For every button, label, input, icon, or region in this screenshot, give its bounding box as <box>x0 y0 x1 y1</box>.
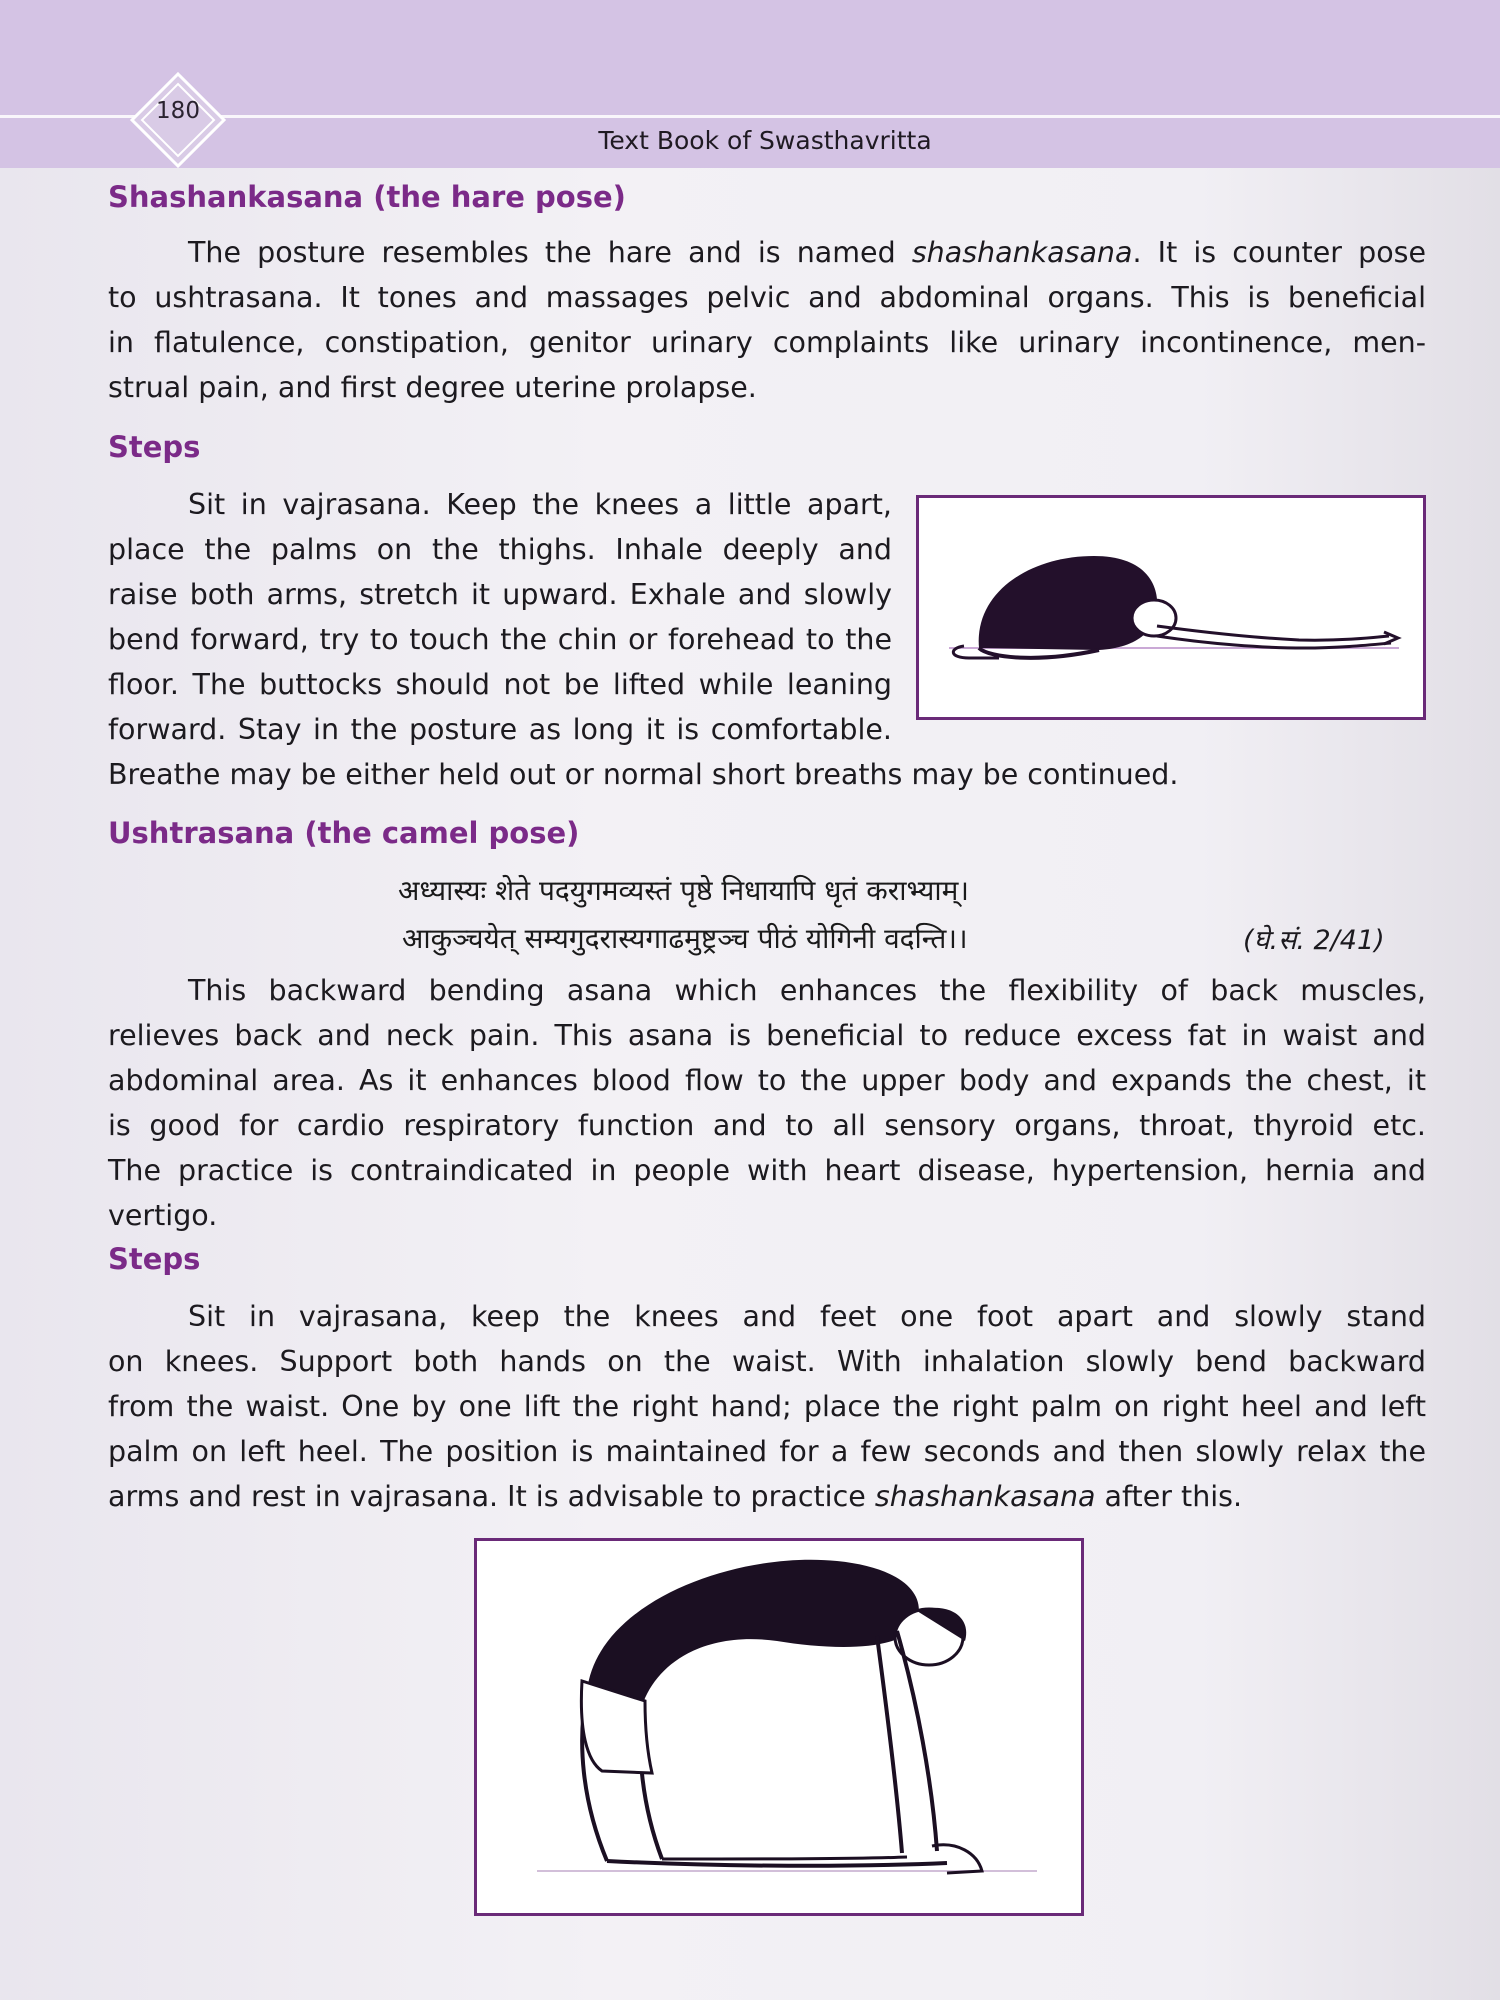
camel-pose-illustration-icon <box>477 1541 1081 1913</box>
camel-pose-figure <box>474 1538 1084 1916</box>
page-number: 180 <box>156 98 200 124</box>
running-title: Text Book of Swasthavritta <box>598 126 932 155</box>
steps-heading-shashankasana: Steps <box>108 430 201 464</box>
paragraph-line: is good for cardio respiratory function and to all sensory organs, throat, thyroid etc. <box>108 1109 1426 1142</box>
paragraph-line: The practice is contraindicated in people with heart disease, hypertension, hernia and <box>108 1154 1426 1187</box>
paragraph-line: arms and rest in vajrasana. It is advisable to practice shashankasana after this. <box>108 1480 1243 1513</box>
sanskrit-verse-line-1: अध्यास्यः शेते पदयुगमव्यस्तं पृष्ठे निधायापि धृतं कराभ्याम्। <box>398 874 969 907</box>
shashankasana-steps <box>108 482 892 752</box>
hare-pose-illustration-icon <box>919 498 1423 717</box>
shashankasana-steps-end <box>108 752 1426 797</box>
paragraph-line: vertigo. <box>108 1199 218 1232</box>
hare-pose-figure <box>916 495 1426 720</box>
paragraph-line: floor. The buttocks should not be lifted while leaning <box>108 668 892 701</box>
page-number-badge <box>128 70 228 170</box>
paragraph-line: forward. Stay in the posture as long it is comfortable. <box>108 713 892 746</box>
paragraph-line: from the waist. One by one lift the right hand; place the right palm on right heel and left <box>108 1390 1426 1423</box>
paragraph-line: Sit in vajrasana. Keep the knees a little apart, <box>188 488 892 521</box>
ushtrasana-intro <box>108 968 1426 1238</box>
steps-heading-ushtrasana: Steps <box>108 1242 201 1276</box>
ushtrasana-steps <box>108 1294 1426 1519</box>
verse-reference: (घे.सं. 2/41) <box>1243 925 1385 956</box>
paragraph-line: palm on left heel. The position is maintained for a few seconds and then slowly relax the <box>108 1435 1426 1468</box>
paragraph-line: relieves back and neck pain. This asana is beneficial to reduce excess fat in waist and <box>108 1019 1426 1052</box>
paragraph-line: The posture resembles the hare and is named shashankasana. It is counter pose <box>188 236 1427 269</box>
section-heading-shashankasana: Shashankasana (the hare pose) <box>108 180 626 214</box>
paragraph-line: bend forward, try to touch the chin or forehead to the <box>108 623 892 656</box>
paragraph-line: Sit in vajrasana, keep the knees and feet one foot apart and slowly stand <box>188 1300 1426 1333</box>
section-heading-ushtrasana: Ushtrasana (the camel pose) <box>108 816 580 850</box>
paragraph-line: place the palms on the thighs. Inhale deeply and <box>108 533 892 566</box>
paragraph-line: raise both arms, stretch it upward. Exhale and slowly <box>108 578 892 611</box>
sanskrit-verse-line-2: आकुञ्चयेत् सम्यगुदरास्यगाढमुष्ट्रञ्च पीठं योगिनी वदन्ति।। <box>402 922 968 955</box>
paragraph-line: to ushtrasana. It tones and massages pelvic and abdominal organs. This is beneficial <box>108 281 1426 314</box>
paragraph-line: abdominal area. As it enhances blood flow to the upper body and expands the chest, it <box>108 1064 1426 1097</box>
paragraph-line: in flatulence, constipation, genitor urinary complaints like urinary incontinence, men- <box>108 326 1426 359</box>
paragraph-line: This backward bending asana which enhances the flexibility of back muscles, <box>188 974 1426 1007</box>
paragraph-line: Breathe may be either held out or normal short breaths may be continued. <box>108 758 1179 791</box>
paragraph-line: on knees. Support both hands on the waist. With inhalation slowly bend backward <box>108 1345 1426 1378</box>
paragraph-line: strual pain, and first degree uterine prolapse. <box>108 371 757 404</box>
shashankasana-intro <box>108 230 1426 410</box>
